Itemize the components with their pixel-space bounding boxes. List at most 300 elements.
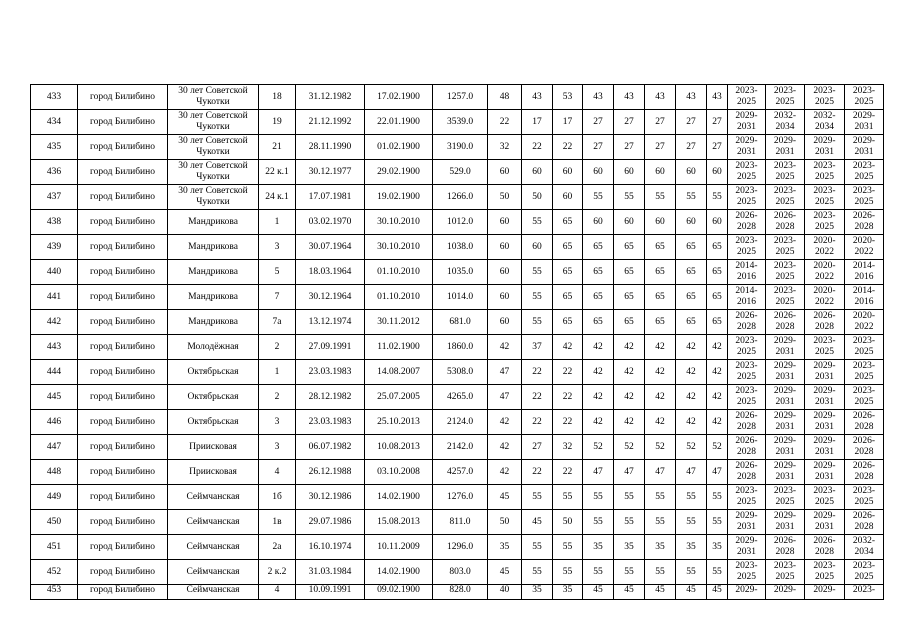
table-row xyxy=(31,160,884,185)
cell-street: Сеймчанская xyxy=(168,560,259,585)
cell-period-3: 2023-2025 xyxy=(805,485,845,510)
cell-value-1: 45 xyxy=(488,485,522,510)
cell-area: 4257.0 xyxy=(433,460,488,485)
cell-period-4: 2023-2025 xyxy=(845,360,884,385)
cell-value-2: 55 xyxy=(522,260,553,285)
cell-value-8: 27 xyxy=(707,110,728,135)
cell-period-1: 2023-2025 xyxy=(728,360,766,385)
cell-date-2: 19.02.1900 xyxy=(365,185,433,210)
cell-value-4: 55 xyxy=(583,560,614,585)
cell-row-number: 449 xyxy=(31,485,78,510)
cell-period-1: 2029-2031 xyxy=(728,510,766,535)
cell-row-number: 452 xyxy=(31,560,78,585)
cell-area: 1266.0 xyxy=(433,185,488,210)
cell-period-3: 2023-2025 xyxy=(805,210,845,235)
cell-value-4: 60 xyxy=(583,160,614,185)
cell-date-2: 14.08.2007 xyxy=(365,360,433,385)
cell-value-1: 60 xyxy=(488,285,522,310)
cell-street: Мандрикова xyxy=(168,310,259,335)
cell-period-4: 2023-2025 xyxy=(845,335,884,360)
cell-value-7: 42 xyxy=(676,385,707,410)
cell-value-4: 65 xyxy=(583,285,614,310)
cell-period-2: 2029-2031 xyxy=(766,510,805,535)
cell-value-5: 42 xyxy=(614,385,645,410)
table-row xyxy=(31,585,884,600)
cell-street: 30 лет Советской Чукотки xyxy=(168,160,259,185)
cell-house-number: 2 xyxy=(259,385,296,410)
cell-value-1: 48 xyxy=(488,85,522,110)
cell-settlement: город Билибино xyxy=(78,210,168,235)
cell-value-6: 65 xyxy=(645,310,676,335)
cell-period-3: 2020-2022 xyxy=(805,235,845,260)
cell-build-date: 31.03.1984 xyxy=(296,560,365,585)
cell-date-2: 09.02.1900 xyxy=(365,585,433,600)
cell-period-3: 2029- xyxy=(805,585,845,600)
cell-value-4: 55 xyxy=(583,485,614,510)
cell-value-5: 55 xyxy=(614,485,645,510)
cell-value-5: 42 xyxy=(614,410,645,435)
cell-period-3: 2029-2031 xyxy=(805,435,845,460)
cell-street: Октябрьская xyxy=(168,385,259,410)
cell-street: Октябрьская xyxy=(168,410,259,435)
cell-value-6: 52 xyxy=(645,435,676,460)
cell-area: 529.0 xyxy=(433,160,488,185)
cell-value-5: 27 xyxy=(614,135,645,160)
cell-period-1: 2029-2031 xyxy=(728,110,766,135)
cell-value-3: 35 xyxy=(553,585,583,600)
cell-row-number: 437 xyxy=(31,185,78,210)
cell-value-8: 52 xyxy=(707,435,728,460)
cell-period-2: 2023-2025 xyxy=(766,235,805,260)
cell-period-3: 2026-2028 xyxy=(805,310,845,335)
cell-value-6: 42 xyxy=(645,335,676,360)
cell-value-2: 55 xyxy=(522,310,553,335)
cell-value-6: 55 xyxy=(645,510,676,535)
cell-street: 30 лет Советской Чукотки xyxy=(168,85,259,110)
cell-row-number: 446 xyxy=(31,410,78,435)
cell-value-7: 27 xyxy=(676,110,707,135)
cell-area: 811.0 xyxy=(433,510,488,535)
table-row xyxy=(31,310,884,335)
cell-value-4: 42 xyxy=(583,385,614,410)
cell-value-7: 35 xyxy=(676,535,707,560)
cell-house-number: 19 xyxy=(259,110,296,135)
cell-date-2: 15.08.2013 xyxy=(365,510,433,535)
cell-area: 828.0 xyxy=(433,585,488,600)
cell-build-date: 16.10.1974 xyxy=(296,535,365,560)
cell-period-4: 2029-2031 xyxy=(845,110,884,135)
cell-period-1: 2023-2025 xyxy=(728,560,766,585)
cell-value-8: 42 xyxy=(707,335,728,360)
cell-build-date: 17.07.1981 xyxy=(296,185,365,210)
cell-settlement: город Билибино xyxy=(78,435,168,460)
cell-row-number: 445 xyxy=(31,385,78,410)
cell-area: 2124.0 xyxy=(433,410,488,435)
cell-house-number: 7 xyxy=(259,285,296,310)
table-row xyxy=(31,435,884,460)
cell-period-1: 2029-2031 xyxy=(728,135,766,160)
cell-row-number: 434 xyxy=(31,110,78,135)
cell-period-4: 2026-2028 xyxy=(845,510,884,535)
cell-value-3: 42 xyxy=(553,335,583,360)
cell-value-1: 35 xyxy=(488,535,522,560)
cell-street: Сеймчанская xyxy=(168,485,259,510)
cell-street: Октябрьская xyxy=(168,360,259,385)
cell-house-number: 3 xyxy=(259,410,296,435)
cell-row-number: 439 xyxy=(31,235,78,260)
cell-period-2: 2023-2025 xyxy=(766,185,805,210)
housing-data-table xyxy=(30,84,884,600)
cell-period-2: 2023-2025 xyxy=(766,285,805,310)
cell-house-number: 1 xyxy=(259,210,296,235)
table-row xyxy=(31,385,884,410)
cell-value-7: 55 xyxy=(676,185,707,210)
cell-area: 1014.0 xyxy=(433,285,488,310)
cell-settlement: город Билибино xyxy=(78,385,168,410)
cell-period-3: 2020-2022 xyxy=(805,260,845,285)
cell-value-5: 65 xyxy=(614,260,645,285)
cell-period-3: 2029-2031 xyxy=(805,135,845,160)
cell-value-8: 60 xyxy=(707,210,728,235)
cell-build-date: 30.12.1977 xyxy=(296,160,365,185)
cell-value-6: 65 xyxy=(645,260,676,285)
cell-value-5: 55 xyxy=(614,510,645,535)
cell-settlement: город Билибино xyxy=(78,160,168,185)
cell-value-3: 60 xyxy=(553,160,583,185)
cell-value-2: 27 xyxy=(522,435,553,460)
cell-period-3: 2020-2022 xyxy=(805,285,845,310)
cell-value-2: 37 xyxy=(522,335,553,360)
cell-value-4: 52 xyxy=(583,435,614,460)
cell-period-2: 2023-2025 xyxy=(766,85,805,110)
cell-value-1: 42 xyxy=(488,410,522,435)
cell-value-2: 55 xyxy=(522,535,553,560)
cell-build-date: 23.03.1983 xyxy=(296,410,365,435)
cell-value-6: 27 xyxy=(645,135,676,160)
cell-period-2: 2023-2025 xyxy=(766,485,805,510)
cell-period-1: 2026-2028 xyxy=(728,310,766,335)
cell-area: 1257.0 xyxy=(433,85,488,110)
cell-date-2: 03.10.2008 xyxy=(365,460,433,485)
cell-value-2: 50 xyxy=(522,185,553,210)
cell-value-1: 60 xyxy=(488,310,522,335)
cell-period-3: 2023-2025 xyxy=(805,85,845,110)
table-row xyxy=(31,285,884,310)
cell-value-8: 55 xyxy=(707,560,728,585)
cell-street: Приисковая xyxy=(168,460,259,485)
cell-value-1: 22 xyxy=(488,110,522,135)
cell-value-8: 55 xyxy=(707,485,728,510)
cell-value-4: 45 xyxy=(583,585,614,600)
cell-period-1: 2026-2028 xyxy=(728,210,766,235)
cell-period-2: 2029-2031 xyxy=(766,335,805,360)
cell-street: Молодёжная xyxy=(168,335,259,360)
cell-value-7: 43 xyxy=(676,85,707,110)
cell-value-6: 55 xyxy=(645,485,676,510)
cell-row-number: 442 xyxy=(31,310,78,335)
cell-area: 1276.0 xyxy=(433,485,488,510)
table-row xyxy=(31,485,884,510)
cell-value-5: 65 xyxy=(614,310,645,335)
cell-period-3: 2023-2025 xyxy=(805,335,845,360)
cell-row-number: 453 xyxy=(31,585,78,600)
cell-value-7: 55 xyxy=(676,485,707,510)
cell-value-5: 65 xyxy=(614,235,645,260)
cell-date-2: 30.11.2012 xyxy=(365,310,433,335)
cell-value-2: 22 xyxy=(522,385,553,410)
cell-value-1: 47 xyxy=(488,360,522,385)
cell-value-3: 50 xyxy=(553,510,583,535)
cell-house-number: 1б xyxy=(259,485,296,510)
cell-value-3: 22 xyxy=(553,360,583,385)
cell-value-7: 42 xyxy=(676,360,707,385)
cell-value-2: 22 xyxy=(522,460,553,485)
cell-build-date: 21.12.1992 xyxy=(296,110,365,135)
cell-area: 1012.0 xyxy=(433,210,488,235)
cell-row-number: 444 xyxy=(31,360,78,385)
cell-period-2: 2023-2025 xyxy=(766,260,805,285)
cell-period-4: 2032-2034 xyxy=(845,535,884,560)
cell-build-date: 29.07.1986 xyxy=(296,510,365,535)
cell-period-1: 2023-2025 xyxy=(728,235,766,260)
cell-street: Мандрикова xyxy=(168,260,259,285)
cell-build-date: 28.12.1982 xyxy=(296,385,365,410)
cell-build-date: 30.12.1986 xyxy=(296,485,365,510)
table-row xyxy=(31,135,884,160)
cell-settlement: город Билибино xyxy=(78,410,168,435)
cell-date-2: 01.10.2010 xyxy=(365,285,433,310)
cell-value-4: 47 xyxy=(583,460,614,485)
cell-value-8: 42 xyxy=(707,410,728,435)
table-row xyxy=(31,260,884,285)
cell-value-2: 55 xyxy=(522,210,553,235)
cell-area: 2142.0 xyxy=(433,435,488,460)
cell-value-1: 50 xyxy=(488,185,522,210)
cell-value-5: 55 xyxy=(614,560,645,585)
table-row xyxy=(31,360,884,385)
table-row xyxy=(31,210,884,235)
cell-settlement: город Билибино xyxy=(78,235,168,260)
cell-street: Сеймчанская xyxy=(168,585,259,600)
cell-period-4: 2023-2025 xyxy=(845,485,884,510)
cell-value-7: 47 xyxy=(676,460,707,485)
cell-period-1: 2023-2025 xyxy=(728,385,766,410)
cell-area: 1035.0 xyxy=(433,260,488,285)
cell-value-8: 55 xyxy=(707,185,728,210)
cell-value-5: 60 xyxy=(614,210,645,235)
cell-period-4: 2023-2025 xyxy=(845,385,884,410)
cell-period-2: 2023-2025 xyxy=(766,560,805,585)
cell-value-7: 60 xyxy=(676,210,707,235)
cell-value-8: 65 xyxy=(707,285,728,310)
cell-value-1: 47 xyxy=(488,385,522,410)
cell-settlement: город Билибино xyxy=(78,485,168,510)
table-row xyxy=(31,410,884,435)
cell-value-3: 65 xyxy=(553,210,583,235)
cell-house-number: 21 xyxy=(259,135,296,160)
cell-value-7: 52 xyxy=(676,435,707,460)
cell-value-5: 52 xyxy=(614,435,645,460)
cell-period-1: 2014-2016 xyxy=(728,285,766,310)
cell-area: 4265.0 xyxy=(433,385,488,410)
cell-value-6: 45 xyxy=(645,585,676,600)
cell-value-8: 65 xyxy=(707,235,728,260)
cell-period-1: 2023-2025 xyxy=(728,160,766,185)
table-body xyxy=(31,85,884,600)
cell-value-5: 55 xyxy=(614,185,645,210)
cell-area: 1038.0 xyxy=(433,235,488,260)
cell-value-4: 27 xyxy=(583,135,614,160)
cell-period-4: 2023-2025 xyxy=(845,160,884,185)
cell-row-number: 451 xyxy=(31,535,78,560)
cell-date-2: 14.02.1900 xyxy=(365,485,433,510)
cell-period-1: 2023-2025 xyxy=(728,335,766,360)
cell-house-number: 1 xyxy=(259,360,296,385)
cell-value-4: 65 xyxy=(583,235,614,260)
cell-area: 3539.0 xyxy=(433,110,488,135)
cell-value-3: 65 xyxy=(553,310,583,335)
cell-date-2: 30.10.2010 xyxy=(365,210,433,235)
cell-row-number: 443 xyxy=(31,335,78,360)
cell-build-date: 26.12.1988 xyxy=(296,460,365,485)
cell-value-7: 65 xyxy=(676,260,707,285)
cell-period-2: 2032-2034 xyxy=(766,110,805,135)
cell-value-8: 42 xyxy=(707,385,728,410)
cell-settlement: город Билибино xyxy=(78,110,168,135)
cell-value-4: 65 xyxy=(583,260,614,285)
cell-value-7: 65 xyxy=(676,285,707,310)
cell-date-2: 01.10.2010 xyxy=(365,260,433,285)
table-row xyxy=(31,110,884,135)
cell-value-6: 60 xyxy=(645,160,676,185)
cell-period-2: 2029-2031 xyxy=(766,135,805,160)
cell-value-2: 35 xyxy=(522,585,553,600)
cell-period-4: 2026-2028 xyxy=(845,210,884,235)
cell-period-4: 2023-2025 xyxy=(845,185,884,210)
cell-value-3: 55 xyxy=(553,485,583,510)
cell-settlement: город Билибино xyxy=(78,460,168,485)
cell-value-5: 42 xyxy=(614,360,645,385)
cell-settlement: город Билибино xyxy=(78,85,168,110)
table-row xyxy=(31,85,884,110)
cell-value-5: 45 xyxy=(614,585,645,600)
cell-row-number: 436 xyxy=(31,160,78,185)
cell-value-5: 42 xyxy=(614,335,645,360)
cell-period-1: 2023-2025 xyxy=(728,485,766,510)
cell-date-2: 30.10.2010 xyxy=(365,235,433,260)
cell-street: Приисковая xyxy=(168,435,259,460)
cell-value-2: 55 xyxy=(522,285,553,310)
cell-date-2: 25.07.2005 xyxy=(365,385,433,410)
cell-house-number: 1в xyxy=(259,510,296,535)
cell-period-2: 2029-2031 xyxy=(766,460,805,485)
cell-value-5: 60 xyxy=(614,160,645,185)
cell-value-1: 42 xyxy=(488,435,522,460)
cell-value-1: 42 xyxy=(488,460,522,485)
cell-value-4: 42 xyxy=(583,335,614,360)
table-row xyxy=(31,185,884,210)
cell-value-3: 55 xyxy=(553,560,583,585)
cell-value-3: 53 xyxy=(553,85,583,110)
cell-value-8: 43 xyxy=(707,85,728,110)
cell-street: Мандрикова xyxy=(168,210,259,235)
cell-period-4: 2029-2031 xyxy=(845,135,884,160)
cell-date-2: 22.01.1900 xyxy=(365,110,433,135)
cell-value-2: 45 xyxy=(522,510,553,535)
cell-settlement: город Билибино xyxy=(78,285,168,310)
cell-period-3: 2026-2028 xyxy=(805,535,845,560)
cell-value-1: 42 xyxy=(488,335,522,360)
table-row xyxy=(31,535,884,560)
cell-value-2: 22 xyxy=(522,135,553,160)
cell-row-number: 447 xyxy=(31,435,78,460)
cell-value-3: 17 xyxy=(553,110,583,135)
cell-settlement: город Билибино xyxy=(78,535,168,560)
cell-period-4: 2026-2028 xyxy=(845,460,884,485)
cell-area: 3190.0 xyxy=(433,135,488,160)
cell-row-number: 433 xyxy=(31,85,78,110)
cell-period-4: 2020-2022 xyxy=(845,235,884,260)
cell-value-7: 60 xyxy=(676,160,707,185)
cell-value-3: 60 xyxy=(553,185,583,210)
cell-value-3: 65 xyxy=(553,235,583,260)
cell-period-2: 2029-2031 xyxy=(766,385,805,410)
cell-house-number: 2а xyxy=(259,535,296,560)
cell-value-2: 55 xyxy=(522,560,553,585)
cell-period-1: 2026-2028 xyxy=(728,410,766,435)
cell-date-2: 10.08.2013 xyxy=(365,435,433,460)
cell-settlement: город Билибино xyxy=(78,135,168,160)
cell-settlement: город Билибино xyxy=(78,560,168,585)
cell-build-date: 28.11.1990 xyxy=(296,135,365,160)
cell-value-8: 55 xyxy=(707,510,728,535)
cell-period-2: 2026-2028 xyxy=(766,310,805,335)
cell-value-1: 45 xyxy=(488,560,522,585)
cell-value-6: 60 xyxy=(645,210,676,235)
cell-settlement: город Билибино xyxy=(78,360,168,385)
cell-value-2: 17 xyxy=(522,110,553,135)
cell-settlement: город Билибино xyxy=(78,185,168,210)
cell-area: 1860.0 xyxy=(433,335,488,360)
cell-house-number: 4 xyxy=(259,585,296,600)
cell-period-4: 2026-2028 xyxy=(845,435,884,460)
cell-house-number: 24 к.1 xyxy=(259,185,296,210)
cell-area: 5308.0 xyxy=(433,360,488,385)
cell-settlement: город Билибино xyxy=(78,335,168,360)
cell-value-1: 60 xyxy=(488,160,522,185)
cell-street: 30 лет Советской Чукотки xyxy=(168,135,259,160)
cell-build-date: 10.09.1991 xyxy=(296,585,365,600)
cell-value-4: 42 xyxy=(583,360,614,385)
cell-period-1: 2026-2028 xyxy=(728,435,766,460)
cell-period-4: 2014-2016 xyxy=(845,285,884,310)
cell-value-6: 42 xyxy=(645,410,676,435)
cell-date-2: 29.02.1900 xyxy=(365,160,433,185)
table-row xyxy=(31,560,884,585)
cell-period-4: 2014-2016 xyxy=(845,260,884,285)
cell-value-6: 47 xyxy=(645,460,676,485)
cell-period-3: 2023-2025 xyxy=(805,560,845,585)
cell-period-3: 2023-2025 xyxy=(805,185,845,210)
cell-settlement: город Билибино xyxy=(78,260,168,285)
cell-house-number: 3 xyxy=(259,435,296,460)
cell-period-2: 2029-2031 xyxy=(766,360,805,385)
cell-value-2: 55 xyxy=(522,485,553,510)
cell-build-date: 18.03.1964 xyxy=(296,260,365,285)
cell-value-6: 35 xyxy=(645,535,676,560)
cell-value-6: 55 xyxy=(645,185,676,210)
cell-period-3: 2029-2031 xyxy=(805,460,845,485)
